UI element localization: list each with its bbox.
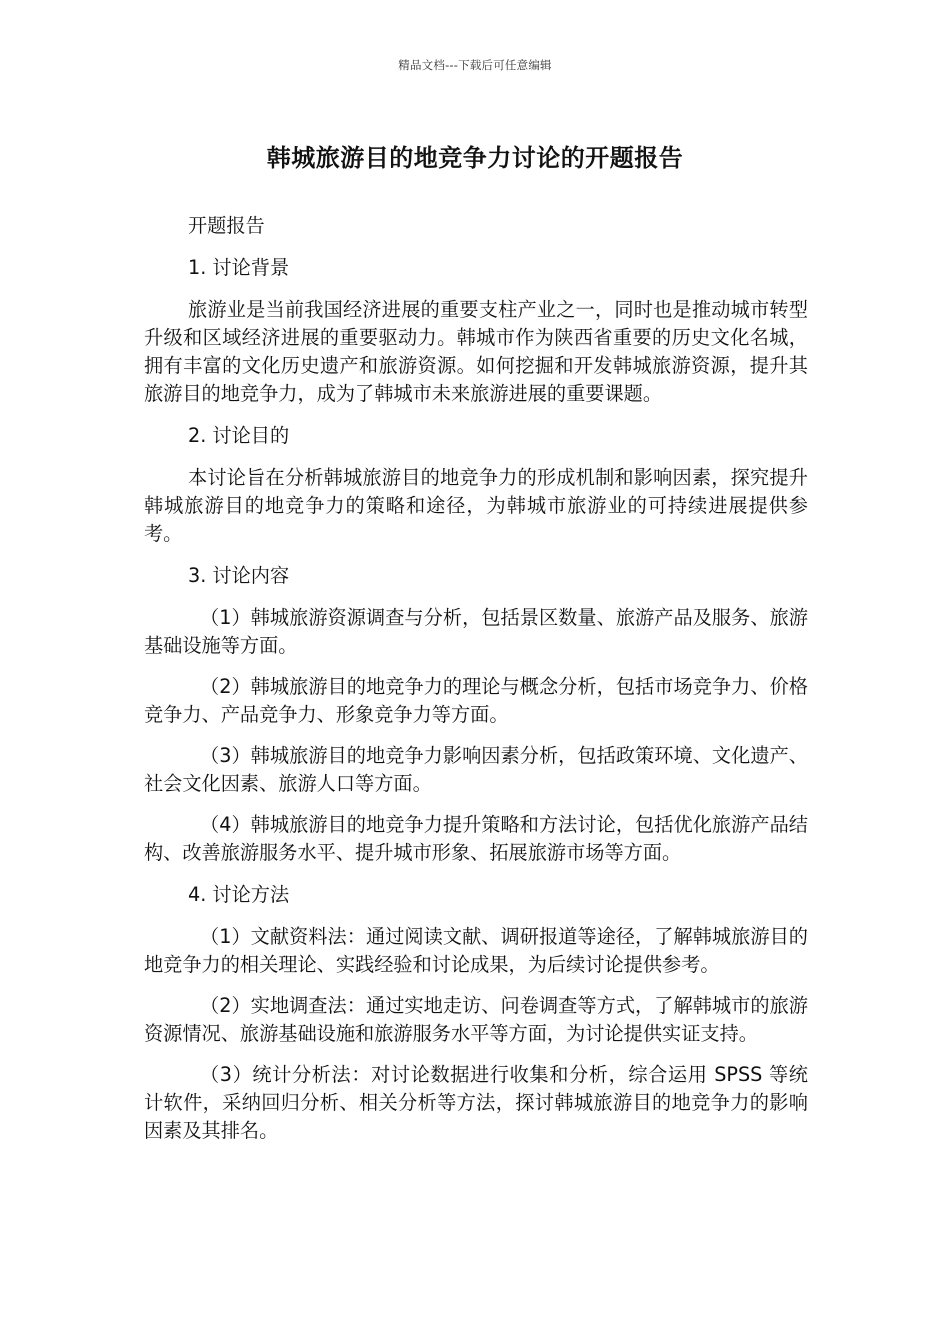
section-heading-background: 1. 讨论背景: [188, 256, 290, 279]
content-item-2: （2）韩城旅游目的地竞争力的理论与概念分析，包括市场竞争力、价格竞争力、产品竞争力、形象竞争力等方面。: [144, 675, 808, 726]
content-item-3: （3）韩城旅游目的地竞争力影响因素分析，包括政策环境、文化遗产、社会文化因素、旅游人口等方面。: [144, 744, 808, 795]
paragraph-background: 旅游业是当前我国经济进展的重要支柱产业之一，同时也是推动城市转型升级和区域经济进展的重要驱动力。韩城市作为陕西省重要的历史文化名城，拥有丰富的文化历史遗产和旅游资源。如何挖掘和开发韩城旅游资源，提升其旅游目的地竞争力，成为了韩城市未来旅游进展的重要课题。: [144, 298, 808, 405]
report-label: 开题报告: [188, 214, 265, 237]
method-item-1: （1）文献资料法：通过阅读文献、调研报道等途径，了解韩城旅游目的地竞争力的相关理论、实践经验和讨论成果，为后续讨论提供参考。: [144, 925, 808, 976]
document-title: 韩城旅游目的地竞争力讨论的开题报告: [266, 144, 684, 172]
section-heading-purpose: 2. 讨论目的: [188, 424, 290, 447]
section-heading-content: 3. 讨论内容: [188, 564, 290, 587]
section-heading-methods: 4. 讨论方法: [188, 883, 290, 906]
content-item-4: （4）韩城旅游目的地竞争力提升策略和方法讨论，包括优化旅游产品结构、改善旅游服务水平、提升城市形象、拓展旅游市场等方面。: [144, 813, 808, 864]
document-body: [144, 212, 808, 1145]
method-item-2: （2）实地调查法：通过实地走访、问卷调查等方式，了解韩城市的旅游资源情况、旅游基础设施和旅游服务水平等方面，为讨论提供实证支持。: [144, 994, 808, 1045]
header-note: 精品文档---下载后可任意编辑: [398, 58, 552, 72]
content-item-1: （1）韩城旅游资源调查与分析，包括景区数量、旅游产品及服务、旅游基础设施等方面。: [144, 606, 808, 657]
paragraph-purpose: 本讨论旨在分析韩城旅游目的地竞争力的形成机制和影响因素，探究提升韩城旅游目的地竞争力的策略和途径，为韩城市旅游业的可持续进展提供参考。: [144, 466, 808, 545]
method-item-3: （3）统计分析法：对讨论数据进行收集和分析，综合运用 SPSS 等统计软件，采纳回归分析、相关分析等方法，探讨韩城旅游目的地竞争力的影响因素及其排名。: [144, 1063, 808, 1142]
